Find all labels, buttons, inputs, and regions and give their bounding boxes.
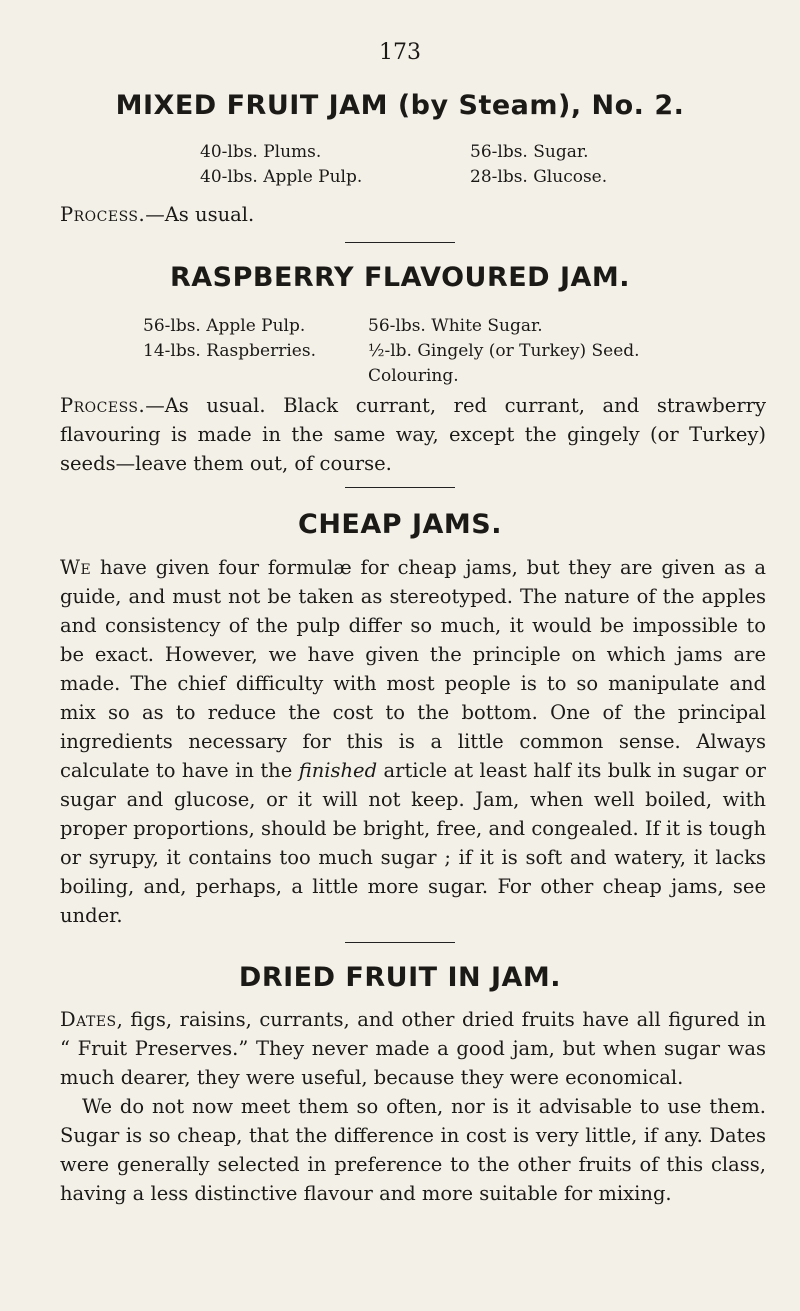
mixed-fruit-ingredients-right <box>470 140 607 190</box>
paragraph-text: have given four formulæ for cheap jams, but they are given as a guide, and must not be taken as stereotyped. The nature of the apples and consistency of the pulp differ so much, it would be impossible to be exact. However, we have given the principle on which jams are made. The chief difficulty with most people is to so manipulate and mix so as to reduce the cost to the bottom. One of the principal ingredients necessary for this is a little common sense. Always calculate to have in the <box>60 556 766 782</box>
raspberry-ingredients-left <box>143 314 316 364</box>
process-label: Process. <box>60 394 146 417</box>
process-text: —As usual. <box>145 203 255 226</box>
raspberry-process <box>60 391 766 478</box>
mixed-fruit-process <box>60 200 766 229</box>
section-divider <box>345 942 455 943</box>
paragraph-text: , figs, raisins, currants, and other dried fruits have all figured in “ Fruit Preserves.” They never made a good jam, but when sugar was much dearer, they were useful, because they were economical. <box>60 1008 766 1089</box>
dried-fruit-heading: DRIED FRUIT IN JAM. <box>238 962 562 993</box>
ingredient-line: 56-lbs. Apple Pulp. <box>143 316 306 336</box>
raspberry-ingredients-right <box>368 314 640 389</box>
ingredient-line: 40-lbs. Plums. <box>200 142 322 162</box>
lead-word: We <box>60 556 92 579</box>
ingredient-line: ½-lb. Gingely (or Turkey) Seed. <box>368 341 640 361</box>
ingredient-line: Colouring. <box>368 366 459 386</box>
page-number: 173 <box>379 40 421 65</box>
process-label: Process. <box>60 203 146 226</box>
cheap-jams-heading: CHEAP JAMS. <box>298 509 502 540</box>
ingredient-line: 56-lbs. Sugar. <box>470 142 589 162</box>
ingredient-line: 28-lbs. Glucose. <box>470 167 608 187</box>
ingredient-line: 14-lbs. Raspberries. <box>143 341 316 361</box>
lead-word: Dates <box>60 1008 117 1031</box>
raspberry-heading: RASPBERRY FLAVOURED JAM. <box>169 262 631 293</box>
dried-fruit-paragraph-1 <box>60 1005 766 1092</box>
italic-word: finished <box>298 759 378 782</box>
ingredient-line: 56-lbs. White Sugar. <box>368 316 543 336</box>
mixed-fruit-ingredients-left <box>200 140 362 190</box>
paragraph-text: article at least half its bulk in sugar or sugar and glucose, or it will not keep. Jam, when well boiled, with proper proportions, should be bright, free, and congealed. If it is tough or syrupy, it contains too much sugar ; if it is soft and watery, it lacks boiling, and, perhaps, a little more sugar. For other cheap jams, see under. <box>60 759 766 927</box>
ingredient-line: 40-lbs. Apple Pulp. <box>200 167 363 187</box>
section-divider <box>345 487 455 488</box>
mixed-fruit-heading: MIXED FRUIT JAM (by Steam), No. 2. <box>115 90 685 121</box>
dried-fruit-paragraph-2: We do not now meet them so often, nor is it advisable to use them. Sugar is so cheap, that the difference in cost is very little, if any. Dates were generally selected in preference to the other fruits of this class, having a less distinctive flavour and more suitable for mixing. <box>60 1095 766 1205</box>
process-text: —As usual. Black currant, red currant, and strawberry flavouring is made in the same way, except the gingely (or Turkey) seeds—leave them out, of course. <box>60 394 766 475</box>
cheap-jams-paragraph <box>60 553 766 930</box>
section-divider <box>345 242 455 243</box>
